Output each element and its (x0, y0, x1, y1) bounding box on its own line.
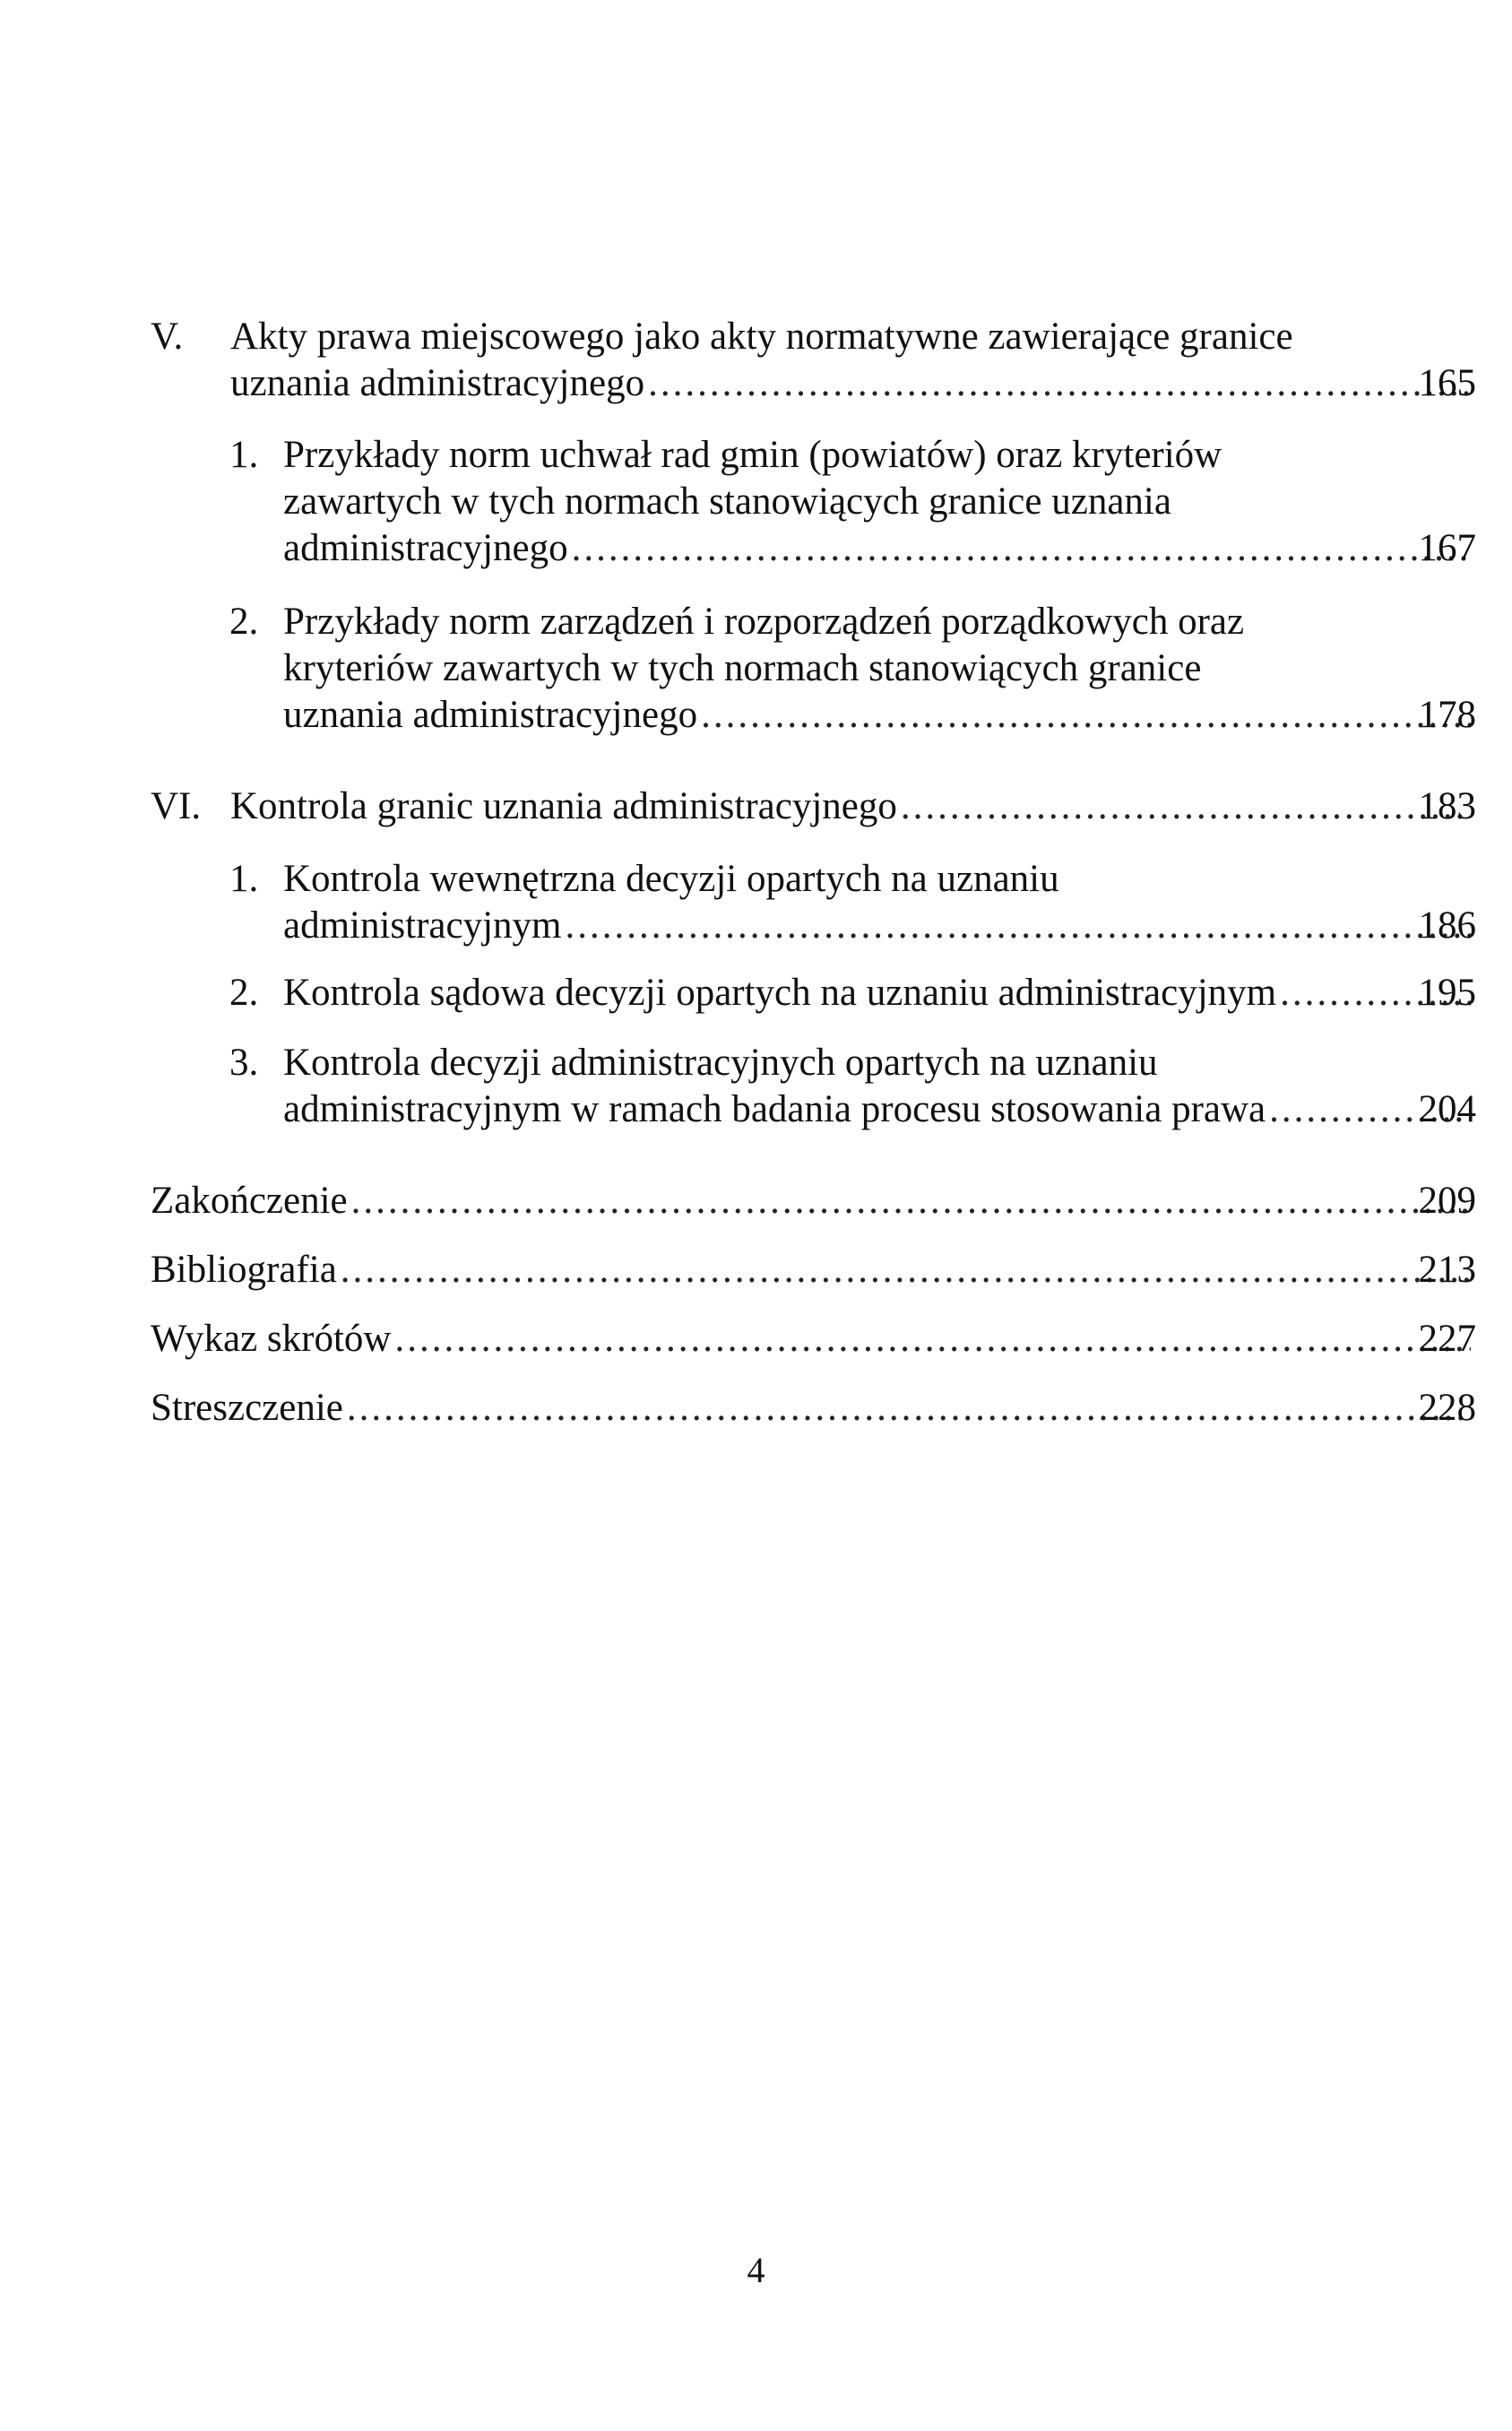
page-ref: 213 (1418, 1249, 1476, 1291)
section-number: 2. (229, 601, 259, 643)
page-ref: 183 (1418, 785, 1476, 827)
toc-entry-section[interactable] (0, 1040, 1512, 1138)
dot-leader (648, 360, 1471, 407)
back-matter-title: Bibliografia (151, 1249, 337, 1291)
section-title-line: uznania administracyjnego (283, 694, 698, 736)
chapter-title-line: Akty prawa miejscowego jako akty normatywne zawierające granice (230, 316, 1293, 358)
section-number: 2. (229, 972, 259, 1014)
dot-leader (394, 1316, 1471, 1363)
page-ref: 167 (1418, 527, 1476, 569)
section-number: 1. (229, 858, 259, 900)
page-ref: 227 (1418, 1318, 1476, 1360)
dot-leader (901, 783, 1471, 830)
toc-entry-section[interactable] (0, 432, 1512, 575)
section-number: 3. (229, 1042, 259, 1084)
toc-entry-back-matter[interactable] (0, 1178, 1512, 1228)
chapter-title-line: uznania administracyjnego (230, 362, 645, 404)
section-title-line: Przykłady norm zarządzeń i rozporządzeń porządkowych oraz (283, 601, 1245, 643)
page-ref: 186 (1418, 904, 1476, 947)
section-title-line: administracyjnym (283, 904, 562, 947)
toc-entry-back-matter[interactable] (0, 1247, 1512, 1297)
dot-leader (572, 525, 1471, 572)
back-matter-title: Wykaz skrótów (151, 1318, 392, 1360)
toc-entry-section[interactable] (0, 970, 1512, 1020)
chapter-number: V. (151, 316, 184, 358)
page-ref: 195 (1418, 972, 1476, 1014)
section-title-line: administracyjnego (283, 527, 568, 569)
toc-entry-section[interactable] (0, 856, 1512, 955)
page-ref: 165 (1418, 362, 1476, 404)
toc-entry-back-matter[interactable] (0, 1385, 1512, 1435)
section-title-line: Kontrola sądowa decyzji opartych na uznaniu administracyjnym (283, 972, 1277, 1014)
back-matter-title: Streszczenie (151, 1387, 343, 1429)
section-number: 1. (229, 434, 259, 476)
page-ref: 209 (1418, 1180, 1476, 1222)
toc-entry-chapter-v[interactable] (0, 314, 1512, 412)
dot-leader (566, 903, 1472, 949)
dot-leader (347, 1385, 1471, 1432)
section-title-line: Kontrola decyzji administracyjnych opartych na uznaniu (283, 1042, 1158, 1084)
toc-entry-section[interactable] (0, 599, 1512, 742)
dot-leader (701, 692, 1471, 739)
page-ref: 178 (1418, 694, 1476, 736)
section-title-line: administracyjnym w ramach badania procesu stosowania prawa (283, 1088, 1266, 1130)
chapter-title-line: Kontrola granic uznania administracyjnego (230, 785, 897, 827)
dot-leader (351, 1178, 1471, 1224)
back-matter-title: Zakończenie (151, 1180, 348, 1222)
chapter-number: VI. (151, 785, 202, 827)
section-title-line: Przykłady norm uchwał rad gmin (powiatów) oraz kryteriów (283, 434, 1223, 476)
section-title-line: kryteriów zawartych w tych normach stanowiących granice (283, 647, 1202, 689)
toc-entry-back-matter[interactable] (0, 1316, 1512, 1366)
page-ref: 204 (1418, 1088, 1476, 1130)
dot-leader (341, 1247, 1471, 1293)
section-title-line: zawartych w tych normach stanowiących granice uznania (283, 480, 1171, 523)
page-number: 4 (747, 2250, 765, 2290)
section-title-line: Kontrola wewnętrzna decyzji opartych na uznaniu (283, 858, 1059, 900)
toc-entry-chapter-vi[interactable] (0, 783, 1512, 834)
page-ref: 228 (1418, 1387, 1476, 1429)
